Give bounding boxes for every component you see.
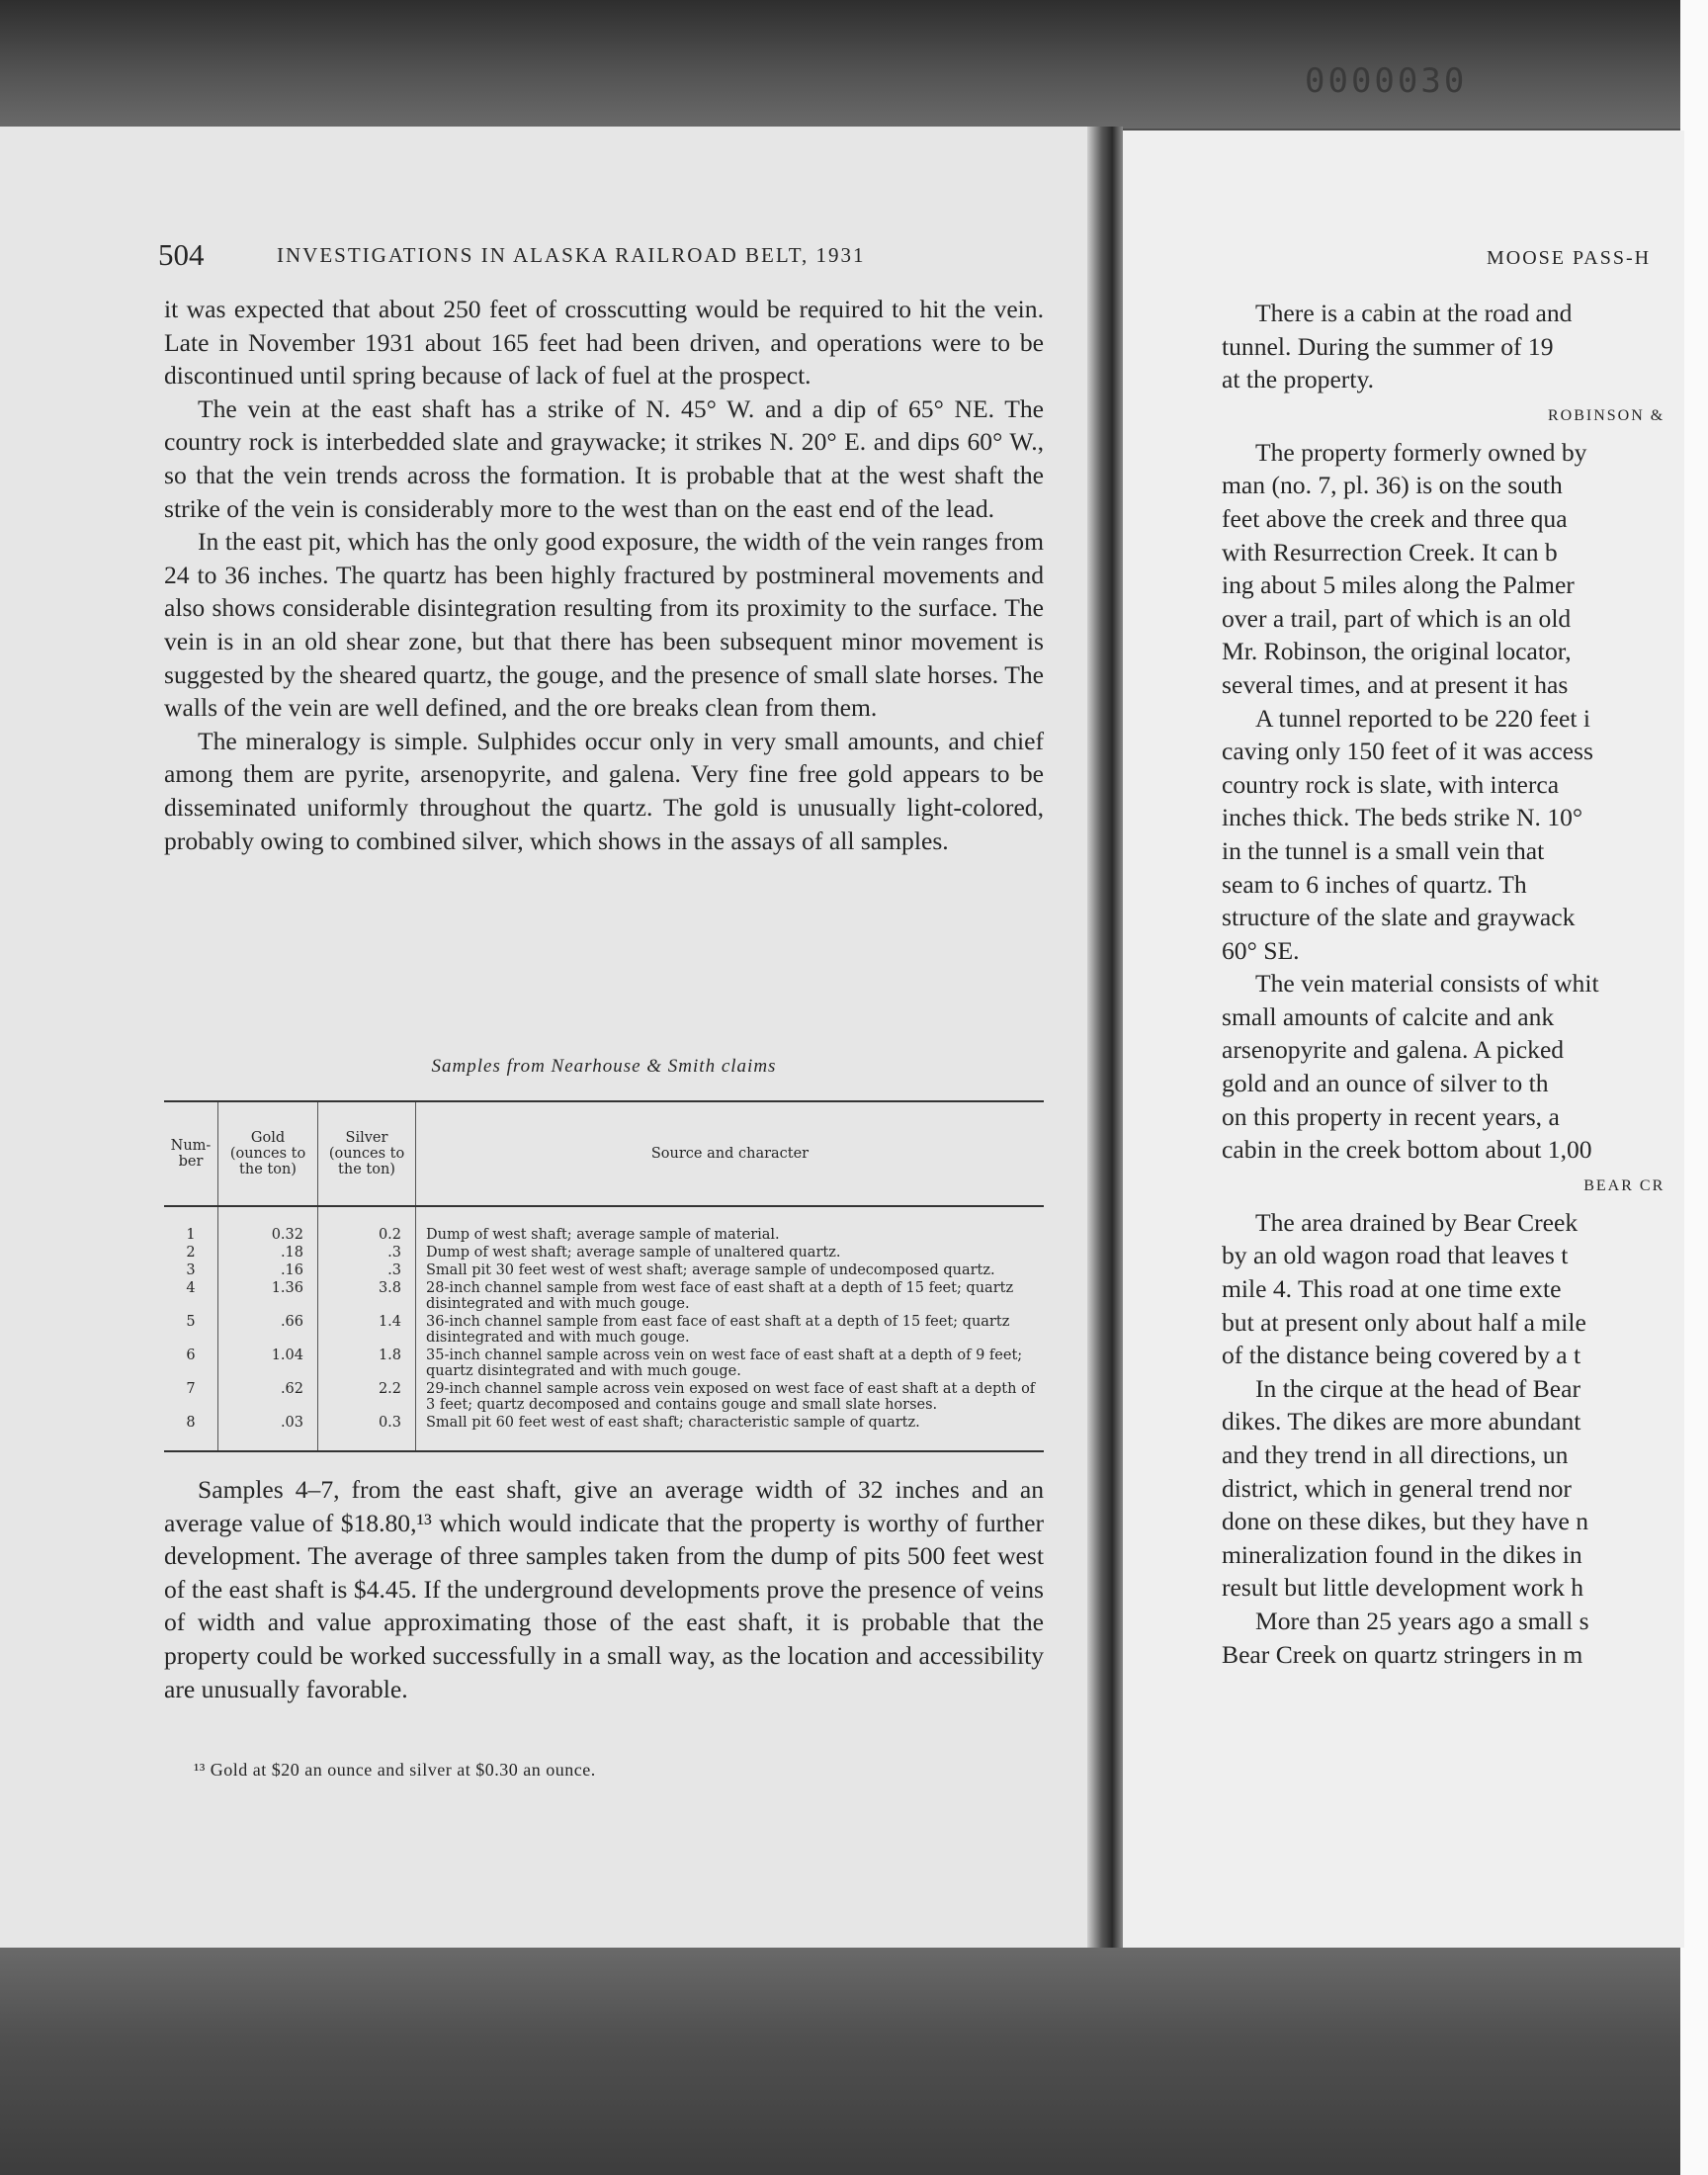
cell-gold: .62 [218,1380,318,1414]
paragraph: The vein at the east shaft has a strike of N. 45° W. and a dip of 65° NE. The country rock is interbedded slate and graywacke; it strikes N. 20° E. and dips 60° W., so that the vein trends across the formation. It is probable that at the west shaft the strike of the vein is considerably more to the west than on the east end of the lead. [164,393,1044,523]
cell-silver: 1.8 [318,1347,416,1380]
text-line: result but little development work h [1222,1573,1584,1603]
running-head: INVESTIGATIONS IN ALASKA RAILROAD BELT, 1931 [277,243,866,267]
text-line: There is a cabin at the road and [1255,299,1573,327]
text-line: A tunnel reported to be 220 feet i [1255,703,1591,733]
cell-silver: 0.2 [318,1206,416,1244]
cell-source: Small pit 30 feet west of west shaft; average sample of undecomposed quartz. [416,1262,1045,1279]
text-line: over a trail, part of which is an old [1222,603,1572,633]
text-line: mineralization found in the dikes in [1222,1539,1582,1569]
text-line: on this property in recent years, a [1222,1101,1560,1131]
text-line: mile 4. This road at one time exte [1222,1274,1562,1304]
right-body-text [1222,297,1665,1671]
text-line: district, which in general trend nor [1222,1473,1572,1503]
cell-number: 8 [164,1414,218,1451]
text-line: with Resurrection Creek. It can b [1222,537,1558,566]
cell-silver: .3 [318,1262,416,1279]
cell-number: 1 [186,1227,196,1243]
page-stamp: 0000030 [1305,61,1468,101]
text-line: arsenopyrite and galena. A picked [1222,1035,1565,1065]
book-gutter [1087,127,1123,1948]
table-row [164,1206,1044,1244]
cell-gold: 0.32 [218,1206,318,1244]
text-line: small amounts of calcite and ank [1222,1001,1555,1031]
cell-number: 2 [186,1245,196,1261]
left-body-text [164,293,1044,857]
cell-number: 4 [186,1280,196,1296]
table-title: Samples from Nearhouse & Smith claims [431,1056,777,1077]
text-line: Mr. Robinson, the original locator, [1222,637,1572,666]
text-line: 60° SE. [1222,935,1300,965]
text-line: cabin in the creek bottom about 1,00 [1222,1135,1592,1165]
text-line: tunnel. During the summer of 19 [1222,331,1554,361]
right-running-head: MOOSE PASS-H [1487,247,1652,269]
text-line: structure of the slate and graywack [1222,903,1576,932]
cell-gold: .16 [218,1262,318,1279]
text-line: gold and an ounce of silver to th [1222,1069,1549,1098]
header-source: Source and character [416,1101,1045,1206]
text-line: In the cirque at the head of Bear [1255,1373,1581,1403]
footnote: ¹³ Gold at $20 an ounce and silver at $0.30 an ounce. [194,1760,596,1780]
cell-gold: .18 [218,1244,318,1262]
text-line: feet above the creek and three qua [1222,503,1568,533]
text-line: The area drained by Bear Creek [1255,1207,1579,1237]
text-line: of the distance being covered by a t [1222,1341,1581,1370]
cell-silver: 1.4 [318,1313,416,1347]
left-body-text-after-table [164,1473,1044,1705]
paragraph: In the east pit, which has the only good exposure, the width of the vein ranges from 24 to 36 inches. The quartz has been highly fractured by postmineral movements and also shows considerable disintegration resulting from its proximity to the surface. The vein is in an old shear zone, but that there has been subsequent minor movement is suggested by the sheared quartz, the gouge, and the presence of small slate horses. The walls of the vein are well defined, and the ore breaks clean from them. [164,527,1044,723]
section-heading: BEAR CR [1583,1176,1665,1194]
text-line: ing about 5 miles along the Palmer [1222,570,1575,600]
header-number: Num- ber [164,1101,218,1206]
cell-number: 3 [186,1262,196,1278]
text-line: inches thick. The beds strike N. 10° [1222,803,1583,832]
cell-source: 36-inch channel sample from east face of east shaft at a depth of 15 feet; quartz disintegrated and with much gouge. [416,1313,1045,1347]
cell-source: 29-inch channel sample across vein exposed on west face of east shaft at a depth of 3 feet; quartz decomposed and contains gouge and small slate horses. [416,1380,1045,1414]
paragraph: it was expected that about 250 feet of crosscutting would be required to hit the vein. Late in November 1931 about 165 feet had been driven, and operations were to be discontinued until spring because of lack of fuel at the prospect. [164,295,1044,391]
text-line: done on these dikes, but they have n [1222,1507,1589,1536]
table-header-row [164,1101,1044,1206]
table-row [164,1347,1044,1380]
cell-gold: .66 [218,1313,318,1347]
assay-table [164,1100,1044,1452]
table-row [164,1414,1044,1451]
header-silver: Silver (ounces to the ton) [318,1101,416,1206]
header-gold: Gold (ounces to the ton) [218,1101,318,1206]
cell-gold: 1.04 [218,1347,318,1380]
text-line: The vein material consists of whit [1255,969,1599,999]
cell-gold: .03 [218,1414,318,1451]
cell-number: 7 [186,1381,196,1397]
section-heading: ROBINSON & [1548,406,1665,424]
table-row [164,1262,1044,1279]
text-line: caving only 150 feet of it was access [1222,737,1593,766]
table-row [164,1244,1044,1262]
text-line: but at present only about half a mile [1222,1307,1586,1337]
text-line: The property formerly owned by [1255,437,1587,467]
table-row [164,1279,1044,1313]
cell-source: Small pit 60 feet west of east shaft; characteristic sample of quartz. [416,1414,1045,1451]
text-line: Bear Creek on quartz stringers in m [1222,1639,1583,1669]
text-line: man (no. 7, pl. 36) is on the south [1222,471,1563,500]
cell-source: 28-inch channel sample from west face of east shaft at a depth of 15 feet; quartz disintegrated and with much gouge. [416,1279,1045,1313]
text-line: at the property. [1222,365,1374,394]
text-line: and they trend in all directions, un [1222,1440,1569,1469]
text-line: seam to 6 inches of quartz. Th [1222,869,1527,899]
text-line: by an old wagon road that leaves t [1222,1241,1569,1270]
cell-silver: .3 [318,1244,416,1262]
paragraph: The mineralogy is simple. Sulphides occur only in very small amounts, and chief among them are pyrite, arsenopyrite, and galena. Very fine free gold appears to be disseminated uniformly throughout the quartz. The gold is unusually light-colored, probably owing to combined silver, which shows in the assays of all samples. [164,726,1044,855]
text-line: in the tunnel is a small vein that [1222,835,1545,865]
text-line: dikes. The dikes are more abundant [1222,1407,1581,1436]
cell-number: 6 [186,1348,196,1363]
cell-source: Dump of west shaft; average sample of material. [416,1206,1045,1244]
cell-silver: 3.8 [318,1279,416,1313]
cell-source: Dump of west shaft; average sample of unaltered quartz. [416,1244,1045,1262]
table-row [164,1313,1044,1347]
cell-gold: 1.36 [218,1279,318,1313]
cell-number: 5 [186,1314,196,1330]
right-page [1123,130,1684,1948]
scan-edge-right [1680,0,1708,2175]
cell-silver: 0.3 [318,1414,416,1451]
text-line: several times, and at present it has [1222,669,1569,699]
paragraph: Samples 4–7, from the east shaft, give an average width of 32 inches and an average value of $18.80,¹³ which would indicate that the property is worthy of further development. The average of three samples taken from the dump of pits 500 feet west of the east shaft is $4.45. If the underground developments prove the presence of veins of width and value approximating those of the east shaft, it is probable that the property could be worked successfully in a small way, as the location and accessibility are unusually favorable. [164,1475,1044,1703]
page-number: 504 [158,237,205,272]
text-line: country rock is slate, with interca [1222,769,1560,799]
table-row [164,1380,1044,1414]
cell-source: 35-inch channel sample across vein on west face of east shaft at a depth of 9 feet; quartz disintegrated and with much gouge. [416,1347,1045,1380]
scan-background-bottom [0,1946,1708,2175]
text-line: More than 25 years ago a small s [1255,1606,1589,1635]
cell-silver: 2.2 [318,1380,416,1414]
